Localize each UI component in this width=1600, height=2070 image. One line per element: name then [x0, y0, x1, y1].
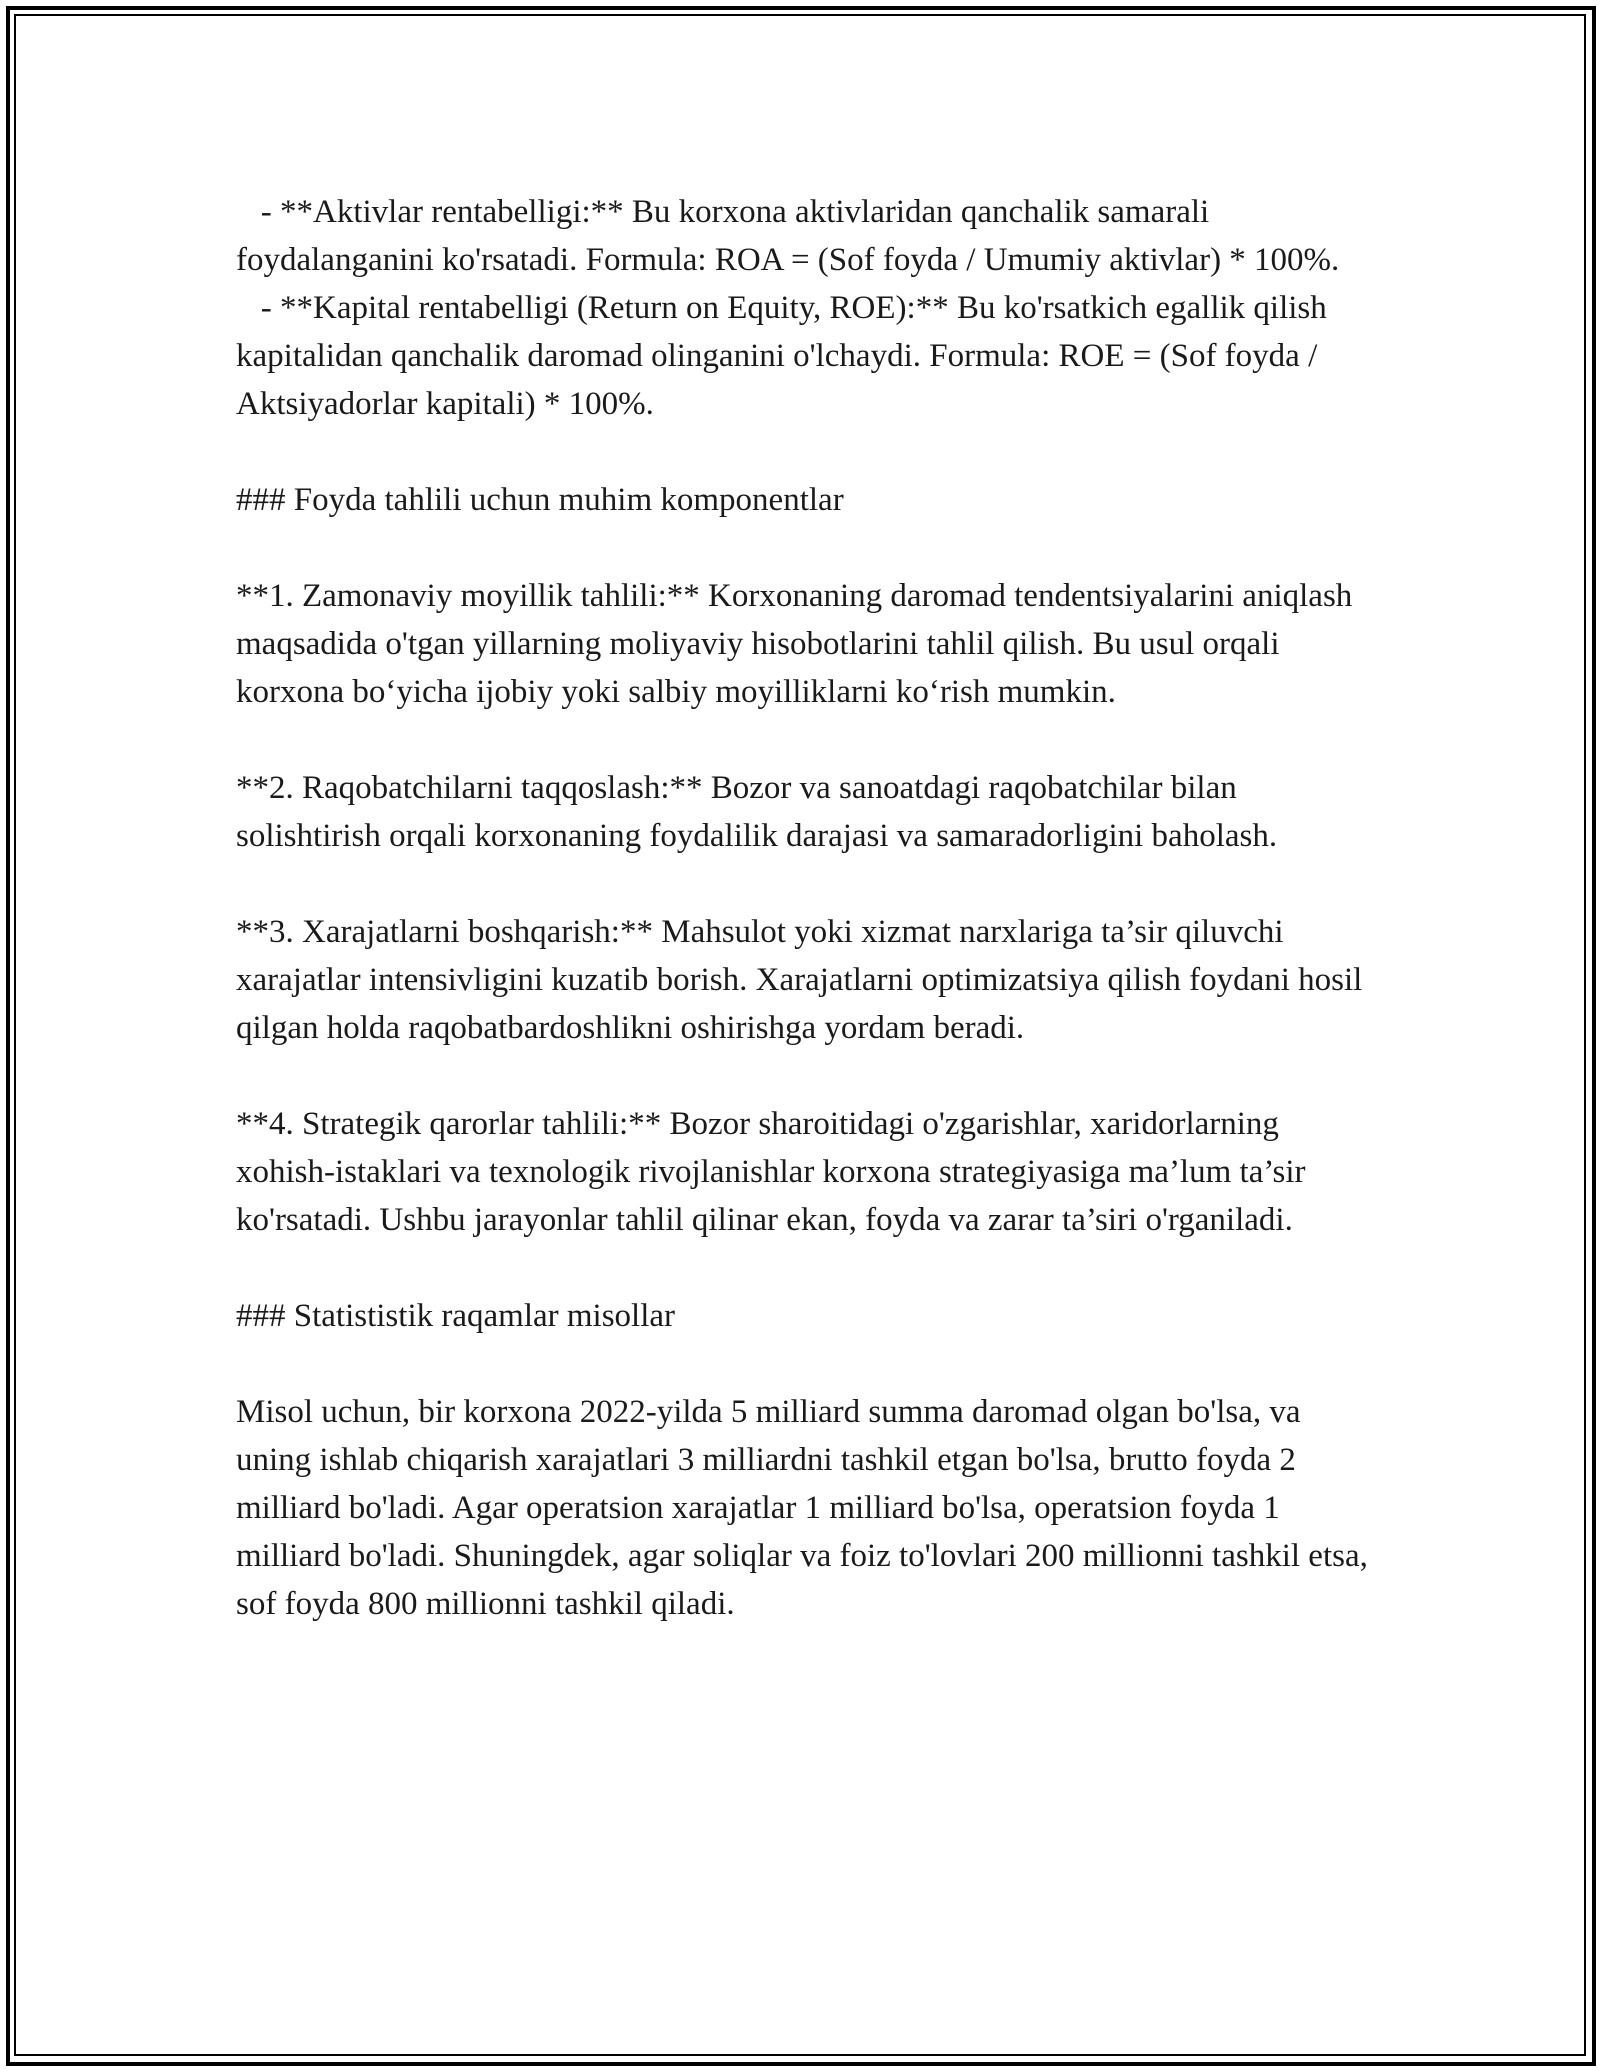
bullet-roa: - **Aktivlar rentabelligi:** Bu korxona aktivlaridan qanchalik samarali foydalanganini ko'rsatadi. Formula: ROA = (Sof foyda / Umumiy aktivlar) * 100%.: [236, 194, 1340, 278]
document-body: [236, 188, 1376, 1628]
spacer: [236, 1244, 1376, 1292]
item-strategic-decisions: **4. Strategik qarorlar tahlili:** Bozor sharoitidagi o'zgarishlar, xaridorlarning xohish-istaklari va texnologik rivojlanishlar korxona strategiyasiga ma’lum ta’sir ko'rsatadi. Ushbu jarayonlar tahlil qilinar ekan, foyda va zarar ta’siri o'rganiladi.: [236, 1106, 1314, 1238]
spacer: [236, 860, 1376, 908]
heading-statistics: ### Statististik raqamlar misollar: [236, 1298, 676, 1334]
spacer: [236, 716, 1376, 764]
spacer: [236, 1052, 1376, 1100]
heading-components: ### Foyda tahlili uchun muhim komponentlar: [236, 482, 844, 518]
bullet-roe: - **Kapital rentabelligi (Return on Equity, ROE):** Bu ko'rsatkich egallik qilish kapitalidan qanchalik daromad olinganini o'lchaydi. Formula: ROE = (Sof foyda / Aktsiyadorlar kapitali) * 100%.: [236, 290, 1336, 422]
item-trend-analysis: **1. Zamonaviy moyillik tahlili:** Korxonaning daromad tendentsiyalarini aniqlash maqsadida o'tgan yillarning moliyaviy hisobotlarini tahlil qilish. Bu usul orqali korxona bo‘yicha ijobiy yoki salbiy moyilliklarni ko‘rish mumkin.: [236, 578, 1361, 710]
spacer: [236, 524, 1376, 572]
spacer: [236, 1340, 1376, 1388]
example-paragraph: Misol uchun, bir korxona 2022-yilda 5 milliard summa daromad olgan bo'lsa, va uning ishlab chiqarish xarajatlari 3 milliardni tashkil etgan bo'lsa, brutto foyda 2 milliard bo'ladi. Agar operatsion xarajatlar 1 milliard bo'lsa, operatsion foyda 1 milliard bo'ladi. Shuningdek, agar soliqlar va foiz to'lovlari 200 millionni tashkil etsa, sof foyda 800 millionni tashkil qiladi.: [236, 1394, 1377, 1622]
spacer: [236, 428, 1376, 476]
item-competitor-comparison: **2. Raqobatchilarni taqqoslash:** Bozor va sanoatdagi raqobatchilar bilan solishtirish orqali korxonaning foydalilik darajasi va samaradorligini baholash.: [236, 770, 1278, 854]
item-cost-management: **3. Xarajatlarni boshqarish:** Mahsulot yoki xizmat narxlariga ta’sir qiluvchi xarajatlar intensivligini kuzatib borish. Xarajatlarni optimizatsiya qilish foydani hosil qilgan holda raqobatbardoshlikni oshirishga yordam beradi.: [236, 914, 1371, 1046]
